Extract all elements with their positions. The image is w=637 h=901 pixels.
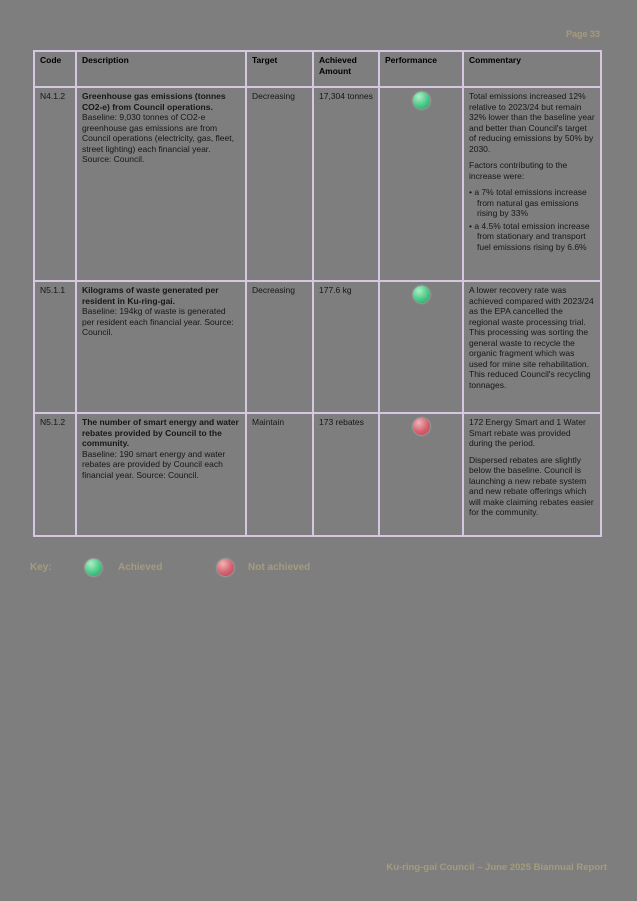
- cell-description: [76, 281, 246, 413]
- header-commentary: Commentary: [463, 51, 601, 87]
- header-description: Description: [76, 51, 246, 87]
- indicator-baseline: Baseline: 194kg of waste is generated per resident each financial year. Source: Council.: [82, 306, 234, 337]
- not-achieved-dot-icon: [217, 559, 234, 576]
- header-performance: Performance: [379, 51, 463, 87]
- header-achieved-amount: Achieved Amount: [313, 51, 379, 87]
- status-dot-icon: [413, 286, 430, 303]
- cell-achieved-amount: 173 rebates: [313, 413, 379, 536]
- page-number: Page 33: [565, 29, 600, 39]
- table-row: [34, 87, 601, 281]
- key-not-achieved-label: Not achieved: [248, 562, 311, 573]
- cell-code: N4.1.2: [34, 87, 76, 281]
- cell-target: Decreasing: [246, 281, 313, 413]
- cell-code: N5.1.1: [34, 281, 76, 413]
- cell-target: Decreasing: [246, 87, 313, 281]
- cell-performance: [379, 87, 463, 281]
- commentary-paragraph: Total emissions increased 12% relative to 2023/24 but remain 32% lower than the baseline year and better than Council's target of reducing emissions by 50% by 2030.: [469, 91, 595, 154]
- cell-description: [76, 413, 246, 536]
- header-code: Code: [34, 51, 76, 87]
- performance-indicator-table: [33, 50, 602, 537]
- key-label: Key:: [30, 562, 52, 573]
- cell-target: Maintain: [246, 413, 313, 536]
- cell-achieved-amount: 17,304 tonnes: [313, 87, 379, 281]
- status-dot-icon: [413, 92, 430, 109]
- cell-performance: [379, 413, 463, 536]
- header-target: Target: [246, 51, 313, 87]
- commentary-paragraph: Factors contributing to the increase were:: [469, 160, 568, 181]
- status-dot-icon: [413, 418, 430, 435]
- cell-description: [76, 87, 246, 281]
- legend-key: [30, 558, 450, 578]
- commentary-bullet: • a 4.5% total emission increase from stationary and transport fuel emissions rising by 6.6%: [469, 220, 590, 252]
- achieved-dot-icon: [85, 559, 102, 576]
- indicator-title: Greenhouse gas emissions (tonnes CO2-e) from Council operations.: [82, 91, 226, 112]
- commentary-bullet: • a 7% total emissions increase from natural gas emissions rising by 33%: [469, 187, 587, 218]
- cell-commentary: [463, 413, 601, 536]
- indicator-title: The number of smart energy and water rebates provided by Council to the community.: [82, 417, 239, 448]
- commentary-paragraph: 172 Energy Smart and 1 Water Smart rebate was provided during the period.: [469, 417, 586, 448]
- indicator-title: Kilograms of waste generated per resident in Ku-ring-gai.: [82, 285, 219, 306]
- report-footer: Ku-ring-gai Council – June 2025 Biannual Report: [386, 862, 607, 873]
- cell-performance: [379, 281, 463, 413]
- table-row: [34, 413, 601, 536]
- key-achieved-label: Achieved: [118, 562, 163, 573]
- indicator-baseline: Baseline: 9,030 tonnes of CO2-e greenhouse gas emissions are from Council operations (electricity, gas, fleet, street lighting) each financial year. Source: Council.: [82, 112, 234, 164]
- cell-code: N5.1.2: [34, 413, 76, 536]
- cell-commentary: [463, 281, 601, 413]
- commentary-paragraph: Dispersed rebates are slightly below the baseline. Council is launching a new rebate system and new rebate offerings which will make claiming rebates easier for the community.: [469, 454, 594, 517]
- table-header-row: [34, 51, 601, 87]
- table-row: [34, 281, 601, 413]
- commentary-paragraph: A lower recovery rate was achieved compared with 2023/24 as the EPA cancelled the regional waste processing trial. This processing was sorting the general waste to recycle the organic fragment which was used for mine site rehabilitation. This reduced Council's recycling tonnages.: [469, 285, 594, 390]
- cell-commentary: [463, 87, 601, 281]
- cell-achieved-amount: 177.6 kg: [313, 281, 379, 413]
- indicator-baseline: Baseline: 190 smart energy and water rebates are provided by Council each financial year. Source: Council.: [82, 448, 226, 480]
